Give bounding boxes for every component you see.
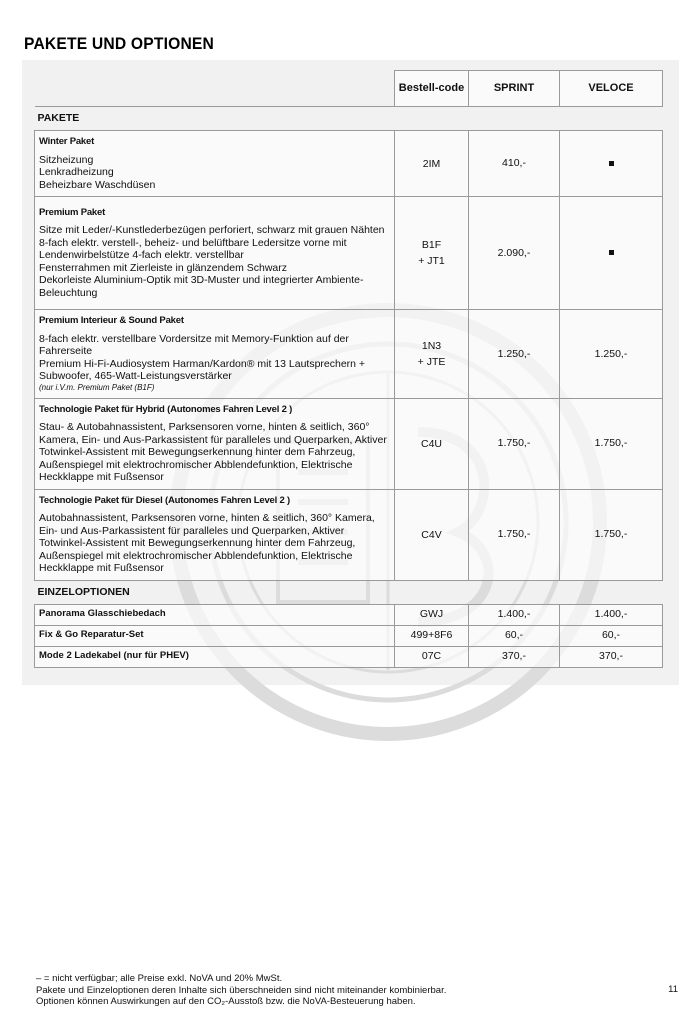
option-veloce-price: 1.400,- [560, 604, 663, 625]
page-title: PAKETE UND OPTIONEN [24, 34, 215, 53]
package-code [395, 310, 469, 399]
order-code: 1N3 [421, 339, 442, 352]
package-feature: Lenkradheizung [39, 166, 114, 178]
order-code: 2IM [422, 157, 441, 170]
package-feature: Sitzheizung [39, 153, 94, 166]
package-row [35, 489, 663, 580]
option-name: Mode 2 Ladekabel (nur für PHEV) [35, 646, 395, 667]
package-row [35, 197, 663, 310]
package-title: Winter Paket [39, 136, 95, 147]
option-row [35, 604, 663, 625]
header-sprint: SPRINT [469, 71, 560, 107]
order-code: + JTE [417, 355, 446, 368]
package-title: Technologie Paket für Hybrid (Autonomes Fahren Level 2 ) [39, 403, 293, 415]
table-header-row [35, 71, 663, 107]
option-sprint-price: 1.400,- [469, 604, 560, 625]
package-feature: Dekorleiste Aluminium-Optik mit 3D-Muster und integrierter Ambiente-Beleuchtung [39, 274, 364, 299]
page-number: 11 [668, 984, 678, 995]
option-sprint-price: 60,- [469, 625, 560, 646]
package-description [35, 310, 395, 399]
package-code [395, 489, 469, 580]
package-feature: 8-fach elektr. verstellbare Vordersitze mit Memory-Funktion auf der Fahrerseite [39, 332, 349, 357]
package-title: Premium Paket [39, 206, 106, 218]
package-description [35, 131, 395, 197]
package-code [395, 197, 469, 310]
veloce-standard [560, 197, 663, 310]
section-row-pakete [35, 107, 663, 131]
package-feature: Autobahnassistent, Parksensoren vorne, hinten & seitlich, 360° Kamera, Ein- und Aus-Parkassistent für paralleles und Querparken, Aktiver Totwinkel-Assistent mit Bewegungserkennung hinter dem Fahrzeug, Außenspiegel mit elektrochromischer Abblendefunktion, Elektrische Heckklappe mit Fußsensor [39, 512, 375, 574]
package-title: Premium Interieur & Sound Paket [39, 315, 184, 326]
package-feature: Premium Hi-Fi-Audiosystem Harman/Kardon® mit 13 Lautsprechern + Subwoofer, 465-Watt-Leistungsverstärker [39, 357, 366, 382]
package-feature: Stau- & Autobahnassistent, Parksensoren vorne, hinten & seitlich, 360° Kamera, Ein- und Aus-Parkassistent für paralleles und Querparken, Aktiver Totwinkel-Assistent mit Bewegungserkennung hinter dem Fahrzeug, Außenspiegel mit elektrochromischer Abblendefunktion, Elektrische Heckklappe mit Fußsensor [39, 421, 387, 483]
option-veloce-price: 370,- [560, 646, 663, 667]
sprint-price: 1.250,- [469, 310, 560, 399]
section-row-einzeloptionen [35, 580, 663, 604]
sprint-price: 410,- [469, 131, 560, 197]
sprint-price: 2.090,- [469, 197, 560, 310]
option-code: 499+8F6 [395, 625, 469, 646]
package-feature: Sitze mit Leder/-Kunstlederbezügen perforiert, schwarz mit grauen Nähten [39, 224, 385, 237]
option-row [35, 646, 663, 667]
package-description [35, 398, 395, 489]
black-square-icon [609, 250, 614, 255]
footnote-availability: – = nicht verfügbar; alle Preise exkl. NoVA und 20% MwSt. [36, 973, 283, 984]
black-square-icon [609, 161, 614, 166]
package-title: Technologie Paket für Diesel (Autonomes Fahren Level 2 ) [39, 494, 290, 506]
veloce-price: 1.750,- [560, 398, 663, 489]
order-code: B1F [421, 239, 442, 251]
option-code: 07C [395, 646, 469, 667]
package-description [35, 197, 395, 310]
options-table [34, 70, 663, 668]
veloce-price: 1.750,- [560, 489, 663, 580]
footnotes [36, 973, 596, 1008]
veloce-standard [560, 131, 663, 197]
header-code: Bestell-code [395, 71, 469, 107]
header-empty-cell [35, 71, 395, 107]
option-sprint-price: 370,- [469, 646, 560, 667]
option-name: Fix & Go Reparatur-Set [35, 625, 395, 646]
header-veloce: VELOCE [560, 71, 663, 107]
sprint-price: 1.750,- [469, 489, 560, 580]
veloce-price: 1.250,- [560, 310, 663, 399]
package-code [395, 398, 469, 489]
package-row [35, 310, 663, 399]
package-feature: Fensterrahmen mit Zierleiste in glänzendem Schwarz [39, 261, 288, 274]
sprint-price: 1.750,- [469, 398, 560, 489]
package-code [395, 131, 469, 197]
option-name: Panorama Glasschiebedach [35, 604, 395, 625]
package-feature: Beheizbare Waschdüsen [39, 178, 156, 191]
package-row [35, 131, 663, 197]
option-row [35, 625, 663, 646]
section-title-einzeloptionen: EINZELOPTIONEN [35, 580, 663, 604]
section-title-pakete: PAKETE [35, 107, 663, 131]
package-note: (nur i.V.m. Premium Paket (B1F) [39, 382, 155, 392]
footnote-emissions: Optionen können Auswirkungen auf den CO₂-Ausstoß bzw. die NoVA-Besteuerung haben. [36, 996, 416, 1007]
option-code: GWJ [395, 604, 469, 625]
package-row [35, 398, 663, 489]
package-description [35, 489, 395, 580]
order-code: C4V [421, 528, 442, 541]
footnote-combination: Pakete und Einzeloptionen deren Inhalte sich überschneiden sind nicht miteinander kombinierbar. [36, 984, 447, 996]
order-code: C4U [420, 437, 442, 450]
order-code: + JT1 [418, 255, 445, 267]
option-veloce-price: 60,- [560, 625, 663, 646]
package-feature: 8-fach elektr. verstell-, beheiz- und belüftbare Ledersitze vorne mit Lendenwirbelstütze 4-fach elektr. verstellbar [39, 236, 347, 262]
